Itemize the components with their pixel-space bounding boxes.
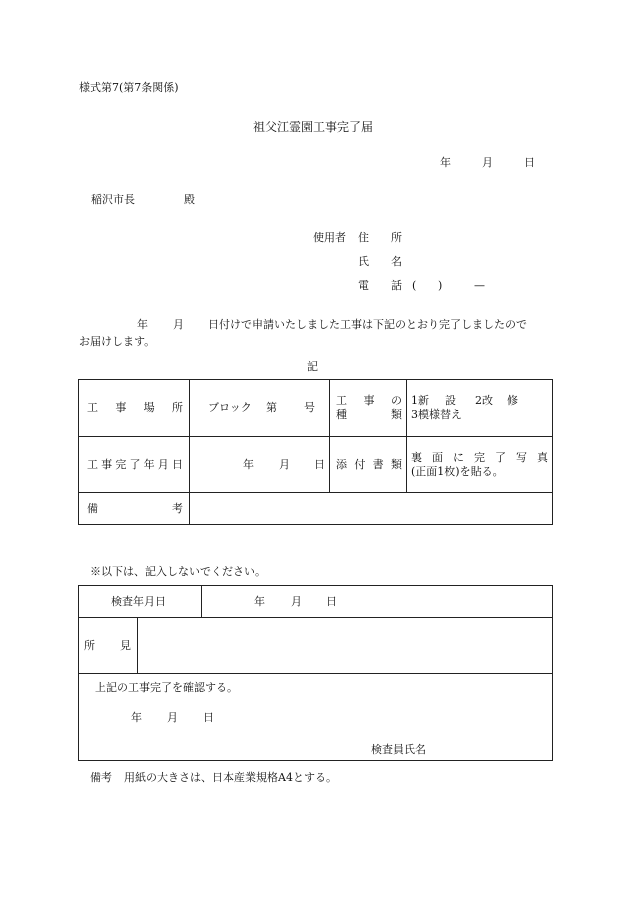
footer-text: 用紙の大きさは、日本産業規格A4とする。 <box>124 771 337 784</box>
statement-month: 月 <box>173 318 184 331</box>
site-label-char: 工 <box>87 401 98 414</box>
site-label-char: 事 <box>115 401 127 414</box>
attach-text-char: 面 <box>432 450 443 464</box>
page-title: 祖父江霊園工事完了届 <box>253 120 374 134</box>
type-label-cell <box>330 380 407 437</box>
option-repair-rest: 修 <box>507 394 518 407</box>
inspector-label: 検査員氏名 <box>371 743 426 756</box>
inspection-month: 月 <box>291 594 302 608</box>
office-use-notice: ※以下は、記入しないでください。 <box>90 565 266 578</box>
completion-label-char: 了 <box>129 457 141 471</box>
option-new-num: 1新 <box>411 394 429 407</box>
attach-text-char: 裏 <box>411 450 422 464</box>
remarks-label-cell <box>79 493 190 525</box>
confirm-day: 日 <box>203 711 214 724</box>
type-label-char: の <box>391 394 402 407</box>
attach-label-char: 類 <box>390 457 402 471</box>
attach-label-char: 書 <box>372 457 384 471</box>
address-label: 住 所 <box>358 231 402 244</box>
site-label-char: 場 <box>143 401 155 414</box>
header-date-month: 月 <box>482 156 493 169</box>
option-new-rest: 設 <box>445 394 456 407</box>
site-label-char: 所 <box>171 401 183 414</box>
findings-label-char: 所 <box>84 638 95 652</box>
type-label-char: 種 <box>336 408 347 421</box>
phone-open-paren: ( <box>412 279 417 292</box>
site-block-cell[interactable] <box>190 380 330 437</box>
attach-text-char: 了 <box>495 450 506 464</box>
attach-label-char: 添 <box>336 457 347 471</box>
remarks-label-char: 備 <box>87 501 98 515</box>
inspection-date-label: 検査年月日 <box>111 594 166 608</box>
findings-label-cell <box>79 618 138 674</box>
attach-text-char: に <box>453 450 464 464</box>
block-number-prefix: 第 <box>266 401 277 414</box>
inspection-date-cell[interactable] <box>202 586 553 618</box>
attach-text-cell <box>407 437 553 493</box>
application-table <box>78 379 553 525</box>
confirm-text: 上記の工事完了を確認する。 <box>95 681 238 694</box>
inspection-year: 年 <box>254 594 265 608</box>
confirm-month: 月 <box>167 711 178 724</box>
confirm-year: 年 <box>131 711 142 724</box>
remarks-label-char: 考 <box>172 501 183 515</box>
completion-label-char: 日 <box>171 457 183 471</box>
type-options-cell[interactable] <box>407 380 553 437</box>
footer-label: 備考 <box>90 771 112 784</box>
option-remodel: 3模様替え <box>411 408 462 421</box>
attach-label-cell <box>330 437 407 493</box>
inspection-date-label-cell <box>79 586 202 618</box>
header-date <box>440 156 535 170</box>
phone-label: 電 話 <box>358 279 402 292</box>
attach-label-char: 付 <box>354 457 366 471</box>
statement-year: 年 <box>137 318 148 331</box>
header-date-year: 年 <box>440 156 451 169</box>
completion-month: 月 <box>279 457 290 471</box>
completion-label-char: 完 <box>115 457 127 471</box>
site-label-cell <box>79 380 190 437</box>
completion-label-cell <box>79 437 190 493</box>
form-number: 様式第7(第7条関係) <box>79 81 179 94</box>
honorific: 殿 <box>184 193 195 206</box>
attach-text-char: 真 <box>537 450 548 464</box>
phone-close-paren: ) <box>438 279 443 292</box>
remarks-input-cell[interactable] <box>190 493 553 525</box>
completion-day: 日 <box>314 457 325 471</box>
ki-heading: 記 <box>307 360 318 373</box>
inspection-day: 日 <box>326 594 337 608</box>
completion-label-char: 月 <box>157 457 169 471</box>
name-label: 氏 名 <box>358 255 402 268</box>
attach-text-line2: (正面1枚)を貼る。 <box>411 464 504 478</box>
inspection-table <box>78 585 553 761</box>
completion-label-char: 年 <box>143 457 155 471</box>
option-repair: 2改 <box>475 394 493 407</box>
completion-date-cell[interactable] <box>190 437 330 493</box>
attach-text-char: 写 <box>516 450 527 464</box>
type-label-char: 類 <box>391 408 402 421</box>
findings-input-cell[interactable] <box>138 618 553 674</box>
findings-label-char: 見 <box>120 638 131 652</box>
attach-text-char: 完 <box>474 450 485 464</box>
block-text: ブロック <box>208 401 252 414</box>
phone-dash: — <box>474 279 485 292</box>
block-number-suffix: 号 <box>304 401 315 414</box>
applicant-label: 使用者 <box>313 231 346 244</box>
type-label-char: 工 <box>336 394 347 407</box>
header-date-day: 日 <box>524 156 535 169</box>
completion-label-char: 事 <box>101 457 113 471</box>
completion-label-char: 工 <box>87 457 98 471</box>
confirmation-cell <box>79 674 553 761</box>
statement-line1: 日付けで申請いたしました工事は下記のとおり完了しましたので <box>208 318 527 331</box>
statement-line2: お届けします。 <box>79 335 156 348</box>
completion-year: 年 <box>243 457 254 471</box>
type-label-char: 事 <box>363 394 375 407</box>
addressee: 稲沢市長 <box>91 193 135 206</box>
